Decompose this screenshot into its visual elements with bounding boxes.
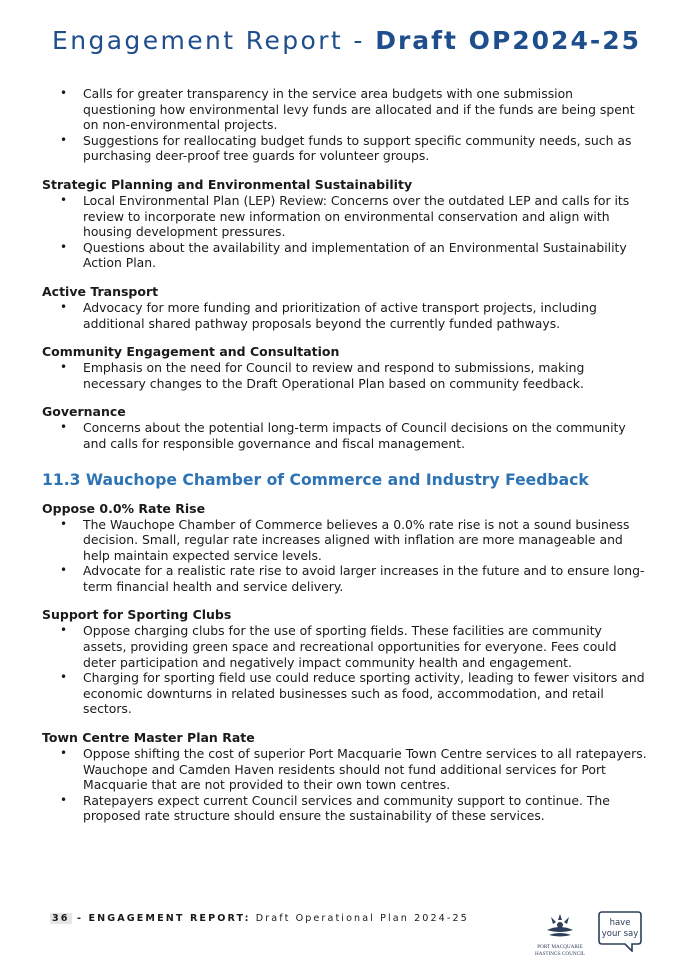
council-name-line1: PORT MACQUARIE xyxy=(537,944,583,950)
bullet-item: • Advocate for a realistic rate rise to avoid larger increases in the future and to ensure long-term financial health and service delivery. xyxy=(42,563,648,594)
bullet-item: • Local Environmental Plan (LEP) Review: Concerns over the outdated LEP and calls for its review to incorporate new information on environmental conservation and align with housing development pressures. xyxy=(42,193,648,240)
section-heading: Active Transport xyxy=(42,283,159,299)
title-bold: Draft OP2024-25 xyxy=(375,26,642,55)
subsection-title: 11.3 Wauchope Chamber of Commerce and Industry Feedback xyxy=(42,470,589,489)
bullet-item: • Charging for sporting field use could reduce sporting activity, leading to fewer visitors and economic downturns in related businesses such as food, accommodation, and retail sectors. xyxy=(42,670,648,717)
bullet-list xyxy=(42,517,648,595)
have-text: have xyxy=(609,918,631,928)
council-name-line2: HASTINGS COUNCIL xyxy=(534,951,586,957)
bullet-list xyxy=(42,360,648,391)
page-footer xyxy=(50,913,469,924)
feedback-section xyxy=(42,284,648,331)
feedback-section xyxy=(42,86,648,164)
have-your-say-logo xyxy=(598,910,642,952)
bullet-item: • Calls for greater transparency in the service area budgets with one submission questioning how environmental levy funds are allocated and if the funds are being spent on non-environmental projects. xyxy=(42,86,648,133)
section-heading: Strategic Planning and Environmental Sustainability xyxy=(42,176,413,192)
main-content xyxy=(42,86,648,824)
bullet-item: • Questions about the availability and implementation of an Environmental Sustainability Action Plan. xyxy=(42,240,648,271)
footer-doc-title: Draft Operational Plan 2024-25 xyxy=(250,913,469,924)
section-heading: Support for Sporting Clubs xyxy=(42,607,232,623)
bullet-item: • Oppose shifting the cost of superior Port Macquarie Town Centre services to all ratepayers. Wauchope and Camden Haven residents should not fund additional services for Port Macquarie that are not provided to their own town centres. xyxy=(42,746,648,793)
bullet-item: • The Wauchope Chamber of Commerce believes a 0.0% rate rise is not a sound business decision. Small, regular rate increases aligned with inflation are more manageable and help maintain expected service levels. xyxy=(42,517,648,564)
bullet-list xyxy=(42,746,648,824)
bullet-list xyxy=(42,420,648,451)
page-title xyxy=(52,26,641,55)
footer-label: - ENGAGEMENT REPORT: xyxy=(71,913,251,924)
feedback-section xyxy=(42,177,648,271)
feedback-section xyxy=(42,344,648,391)
title-regular: Engagement Report - xyxy=(52,26,376,55)
bullet-list xyxy=(42,300,648,331)
bullet-item: • Oppose charging clubs for the use of sporting fields. These facilities are community assets, providing green space and recreational opportunities for everyone. Fees could deter participation and negatively impact community health and engagement. xyxy=(42,623,648,670)
feedback-section xyxy=(42,404,648,451)
section-heading: Community Engagement and Consultation xyxy=(42,344,340,360)
section-heading: Town Centre Master Plan Rate xyxy=(42,730,255,746)
feedback-section xyxy=(42,730,648,824)
bullet-item: • Concerns about the potential long-term impacts of Council decisions on the community and calls for responsible governance and fiscal management. xyxy=(42,420,648,451)
bullet-list xyxy=(42,623,648,717)
page-number: 36 xyxy=(52,913,70,924)
bullet-item: • Suggestions for reallocating budget funds to support specific community needs, such as purchasing deer-proof tree guards for volunteer groups. xyxy=(42,133,648,164)
bullet-list xyxy=(42,193,648,271)
feedback-sections-top xyxy=(42,86,648,452)
your-say-text: your say xyxy=(601,929,639,939)
bullet-item: • Ratepayers expect current Council services and community support to continue. The proposed rate structure should ensure the sustainability of these services. xyxy=(42,793,648,824)
bullet-list xyxy=(42,86,648,164)
bullet-item: • Emphasis on the need for Council to review and respond to submissions, making necessary changes to the Draft Operational Plan based on community feedback. xyxy=(42,360,648,391)
council-logo xyxy=(525,908,595,960)
section-heading: Governance xyxy=(42,404,126,420)
section-heading: Oppose 0.0% Rate Rise xyxy=(42,500,206,516)
feedback-section xyxy=(42,607,648,717)
feedback-section xyxy=(42,501,648,595)
bullet-item: • Advocacy for more funding and prioritization of active transport projects, including additional shared pathway proposals beyond the currently funded pathways. xyxy=(42,300,648,331)
feedback-sections-bottom xyxy=(42,501,648,825)
